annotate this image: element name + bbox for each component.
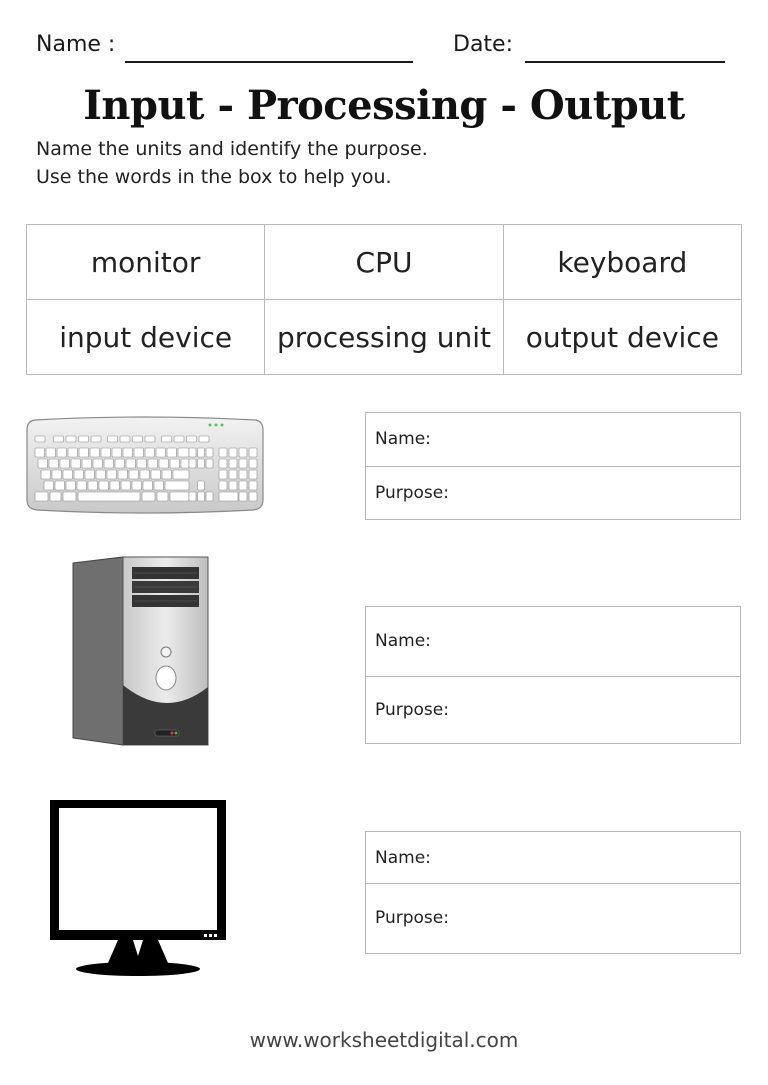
name-answer-field[interactable] [366,607,740,676]
purpose-answer-field[interactable] [366,467,740,520]
footer-url[interactable]: www.worksheetdigital.com [249,1028,519,1052]
purpose-answer-field[interactable] [366,884,740,954]
page-title: Input - Processing - Output [83,82,685,129]
answer-box-keyboard [365,412,741,520]
word-bank-cell: output device [503,300,741,375]
word-bank-cell: keyboard [503,225,741,300]
name-field-label: Name: [375,429,431,449]
instruction-line-2: Use the words in the box to help you. [36,166,392,188]
word-bank-row [27,225,742,300]
instruction-line-1: Name the units and identify the purpose. [36,138,428,160]
answer-box-monitor [365,831,741,954]
date-line[interactable] [525,61,725,63]
word-bank-cell: monitor [27,225,265,300]
word-bank-row [27,300,742,375]
name-field-label: Name: [375,848,431,868]
purpose-field-label: Purpose: [375,908,449,928]
name-answer-field[interactable] [366,832,740,883]
name-label: Name : [36,32,116,57]
cpu-tower-icon [68,555,213,751]
purpose-field-label: Purpose: [375,483,449,503]
word-bank-cell: input device [27,300,265,375]
word-bank-cell: CPU [265,225,503,300]
purpose-field-label: Purpose: [375,700,449,720]
word-bank-cell: processing unit [265,300,503,375]
date-label: Date: [453,32,513,57]
word-bank [26,224,742,375]
purpose-answer-field[interactable] [366,677,740,744]
name-line[interactable] [125,61,413,63]
name-field-label: Name: [375,631,431,651]
monitor-icon [48,798,230,982]
answer-box-cpu [365,606,741,744]
name-answer-field[interactable] [366,413,740,466]
keyboard-icon [25,416,265,518]
